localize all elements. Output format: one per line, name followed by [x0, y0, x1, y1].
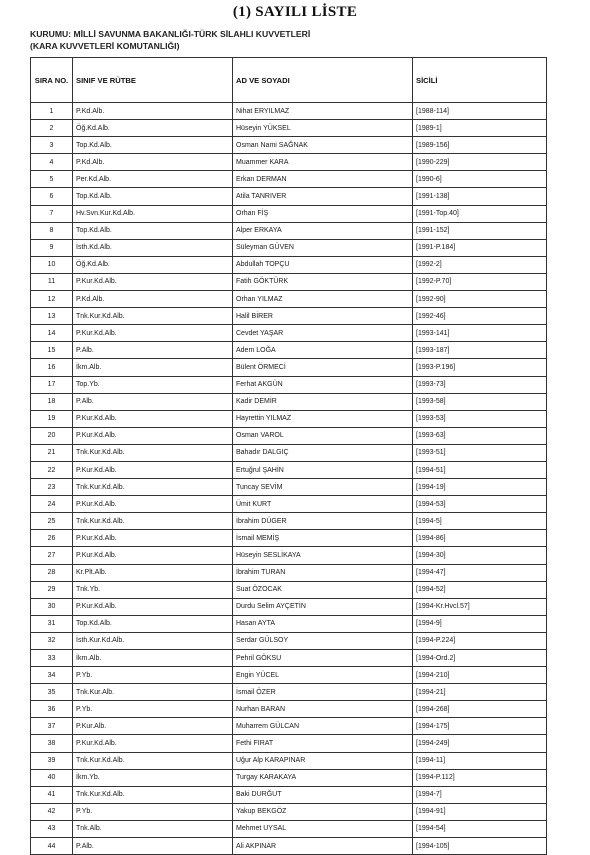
full-name: Adem LOĞA — [233, 342, 413, 359]
registry-number: [1994-54] — [413, 820, 547, 837]
table-row — [31, 803, 547, 820]
table-row — [31, 735, 547, 752]
rank-class: Tnk.Kur.Kd.Alb. — [73, 479, 233, 496]
table-row — [31, 769, 547, 786]
rank-class: Öğ.Kd.Alb. — [73, 120, 233, 137]
rank-class: P.Kur.Kd.Alb. — [73, 547, 233, 564]
rank-class: P.Kd.Alb. — [73, 103, 233, 120]
table-row — [31, 461, 547, 478]
table-row — [31, 137, 547, 154]
full-name: Serdar GÜLSOY — [233, 632, 413, 649]
row-number: 11 — [31, 273, 73, 290]
table-row — [31, 188, 547, 205]
table-row — [31, 273, 547, 290]
registry-number: [1990-6] — [413, 171, 547, 188]
table-row — [31, 103, 547, 120]
table-header-row — [31, 58, 547, 103]
full-name: Osman VAROL — [233, 427, 413, 444]
row-number: 27 — [31, 547, 73, 564]
rank-class: Top.Kd.Alb. — [73, 615, 233, 632]
row-number: 3 — [31, 137, 73, 154]
rank-class: P.Kd.Alb. — [73, 154, 233, 171]
registry-number: [1994-7] — [413, 786, 547, 803]
table-row — [31, 684, 547, 701]
registry-number: [1993-187] — [413, 342, 547, 359]
full-name: Uğur Alp KARAPINAR — [233, 752, 413, 769]
registry-number: [1989-1] — [413, 120, 547, 137]
rank-class: Hv.Svn.Kur.Kd.Alb. — [73, 205, 233, 222]
row-number: 10 — [31, 256, 73, 273]
row-number: 16 — [31, 359, 73, 376]
row-number: 23 — [31, 479, 73, 496]
table-row — [31, 820, 547, 837]
row-number: 5 — [31, 171, 73, 188]
table-row — [31, 598, 547, 615]
rank-class: Tnk.Kur.Kd.Alb. — [73, 308, 233, 325]
row-number: 25 — [31, 513, 73, 530]
row-number: 44 — [31, 838, 73, 855]
rank-class: Tnk.Kur.Kd.Alb. — [73, 786, 233, 803]
full-name: Alper ERKAYA — [233, 222, 413, 239]
table-row — [31, 667, 547, 684]
row-number: 21 — [31, 444, 73, 461]
row-number: 20 — [31, 427, 73, 444]
rank-class: Top.Kd.Alb. — [73, 137, 233, 154]
rank-class: İkm.Yb. — [73, 769, 233, 786]
full-name: Durdu Selim AYÇETİN — [233, 598, 413, 615]
rank-class: P.Alb. — [73, 393, 233, 410]
registry-number: [1994-19] — [413, 479, 547, 496]
row-number: 24 — [31, 496, 73, 513]
table-row — [31, 650, 547, 667]
rank-class: P.Kur.Kd.Alb. — [73, 410, 233, 427]
full-name: Tuncay SEVİM — [233, 479, 413, 496]
table-row — [31, 547, 547, 564]
full-name: Engin YÜCEL — [233, 667, 413, 684]
table-row — [31, 632, 547, 649]
rank-class: Top.Kd.Alb. — [73, 188, 233, 205]
rank-class: Tnk.Kur.Kd.Alb. — [73, 752, 233, 769]
full-name: Orhan FİŞ — [233, 205, 413, 222]
registry-number: [1994-268] — [413, 701, 547, 718]
rank-class: Tnk.Kur.Kd.Alb. — [73, 513, 233, 530]
registry-number: [1994-53] — [413, 496, 547, 513]
header-sira-no: SIRA NO. — [31, 58, 73, 103]
header-sicili: SİCİLİ — [413, 58, 547, 103]
registry-number: [1989-156] — [413, 137, 547, 154]
table-row — [31, 581, 547, 598]
registry-number: [1993-73] — [413, 376, 547, 393]
registry-number: [1992-90] — [413, 291, 547, 308]
rank-class: P.Yb. — [73, 701, 233, 718]
full-name: İbrahim DÜGER — [233, 513, 413, 530]
rank-class: İsth.Kur.Kd.Alb. — [73, 632, 233, 649]
full-name: Hüseyin YÜKSEL — [233, 120, 413, 137]
full-name: Cevdet YAŞAR — [233, 325, 413, 342]
row-number: 43 — [31, 820, 73, 837]
row-number: 6 — [31, 188, 73, 205]
row-number: 36 — [31, 701, 73, 718]
registry-number: [1994-51] — [413, 461, 547, 478]
rank-class: P.Yb. — [73, 667, 233, 684]
page-title: (1) SAYILI LİSTE — [232, 4, 358, 20]
table-row — [31, 325, 547, 342]
rank-class: P.Kur.Alb. — [73, 718, 233, 735]
row-number: 17 — [31, 376, 73, 393]
personnel-table — [30, 57, 547, 855]
registry-number: [1994-91] — [413, 803, 547, 820]
table-row — [31, 239, 547, 256]
header-ad-soyadi: AD VE SOYADI — [233, 58, 413, 103]
full-name: İsmail ÖZER — [233, 684, 413, 701]
row-number: 33 — [31, 650, 73, 667]
registry-number: [1990-229] — [413, 154, 547, 171]
row-number: 31 — [31, 615, 73, 632]
table-row — [31, 479, 547, 496]
full-name: Osman Nami SAĞNAK — [233, 137, 413, 154]
institution-header — [30, 28, 310, 52]
full-name: Nihat ERYILMAZ — [233, 103, 413, 120]
table-row — [31, 291, 547, 308]
registry-number: [1993-63] — [413, 427, 547, 444]
table-row — [31, 838, 547, 855]
row-number: 9 — [31, 239, 73, 256]
table-row — [31, 393, 547, 410]
full-name: Halil BİRER — [233, 308, 413, 325]
row-number: 41 — [31, 786, 73, 803]
registry-number: [1994-Kr.Hvcl.57] — [413, 598, 547, 615]
table-row — [31, 718, 547, 735]
rank-class: Öğ.Kd.Alb. — [73, 256, 233, 273]
table-row — [31, 444, 547, 461]
row-number: 8 — [31, 222, 73, 239]
row-number: 29 — [31, 581, 73, 598]
full-name: Ümit KURT — [233, 496, 413, 513]
registry-number: [1993-141] — [413, 325, 547, 342]
rank-class: P.Kur.Kd.Alb. — [73, 530, 233, 547]
full-name: Fatih GÖKTÜRK — [233, 273, 413, 290]
rank-class: İsth.Kd.Alb. — [73, 239, 233, 256]
rank-class: Per.Kd.Alb. — [73, 171, 233, 188]
full-name: Erkan DERMAN — [233, 171, 413, 188]
row-number: 19 — [31, 410, 73, 427]
full-name: Fethi FIRAT — [233, 735, 413, 752]
row-number: 34 — [31, 667, 73, 684]
row-number: 7 — [31, 205, 73, 222]
table-row — [31, 308, 547, 325]
full-name: Abdullah TOPÇU — [233, 256, 413, 273]
row-number: 38 — [31, 735, 73, 752]
full-name: Hüseyin SESLİKAYA — [233, 547, 413, 564]
registry-number: [1994-11] — [413, 752, 547, 769]
rank-class: P.Kur.Kd.Alb. — [73, 273, 233, 290]
registry-number: [1991-138] — [413, 188, 547, 205]
rank-class: Kr.Plt.Alb. — [73, 564, 233, 581]
table-row — [31, 410, 547, 427]
registry-number: [1994-249] — [413, 735, 547, 752]
registry-number: [1992-46] — [413, 308, 547, 325]
rank-class: Tnk.Yb. — [73, 581, 233, 598]
row-number: 40 — [31, 769, 73, 786]
rank-class: İkm.Alb. — [73, 359, 233, 376]
full-name: Mehmet UYSAL — [233, 820, 413, 837]
row-number: 37 — [31, 718, 73, 735]
registry-number: [1994-21] — [413, 684, 547, 701]
rank-class: Tnk.Alb. — [73, 820, 233, 837]
full-name: Muharrem GÜLCAN — [233, 718, 413, 735]
registry-number: [1994-Ord.2] — [413, 650, 547, 667]
row-number: 2 — [31, 120, 73, 137]
registry-number: [1991-Top.40] — [413, 205, 547, 222]
full-name: Kadir DEMİR — [233, 393, 413, 410]
full-name: Hayrettin YILMAZ — [233, 410, 413, 427]
registry-number: [1994-105] — [413, 838, 547, 855]
registry-number: [1993-51] — [413, 444, 547, 461]
rank-class: Tnk.Kur.Kd.Alb. — [73, 444, 233, 461]
row-number: 30 — [31, 598, 73, 615]
full-name: Bülent ÖRMECİ — [233, 359, 413, 376]
full-name: Ertuğrul ŞAHİN — [233, 461, 413, 478]
table-row — [31, 615, 547, 632]
full-name: Turgay KARAKAYA — [233, 769, 413, 786]
registry-number: [1993-53] — [413, 410, 547, 427]
rank-class: P.Kur.Kd.Alb. — [73, 325, 233, 342]
registry-number: [1994-P.224] — [413, 632, 547, 649]
rank-class: P.Yb. — [73, 803, 233, 820]
row-number: 18 — [31, 393, 73, 410]
registry-number: [1994-47] — [413, 564, 547, 581]
registry-number: [1994-5] — [413, 513, 547, 530]
full-name: Hasan AYTA — [233, 615, 413, 632]
table-row — [31, 752, 547, 769]
table-row — [31, 513, 547, 530]
table-row — [31, 120, 547, 137]
rank-class: P.Kur.Kd.Alb. — [73, 496, 233, 513]
table-row — [31, 222, 547, 239]
rank-class: P.Kur.Kd.Alb. — [73, 735, 233, 752]
row-number: 39 — [31, 752, 73, 769]
registry-number: [1992-2] — [413, 256, 547, 273]
registry-number: [1993-58] — [413, 393, 547, 410]
full-name: Suat ÖZOCAK — [233, 581, 413, 598]
rank-class: P.Alb. — [73, 342, 233, 359]
table-row — [31, 359, 547, 376]
rank-class: Top.Kd.Alb. — [73, 222, 233, 239]
row-number: 32 — [31, 632, 73, 649]
row-number: 22 — [31, 461, 73, 478]
institution-name: KURUMU: MİLLİ SAVUNMA BAKANLIĞI-TÜRK SİLAHLI KUVVETLERİ — [30, 29, 311, 39]
header-sinif-rutbe: SINIF VE RÜTBE — [73, 58, 233, 103]
table-row — [31, 530, 547, 547]
registry-number: [1991-P.184] — [413, 239, 547, 256]
full-name: Orhan YILMAZ — [233, 291, 413, 308]
table-row — [31, 701, 547, 718]
row-number: 14 — [31, 325, 73, 342]
registry-number: [1994-86] — [413, 530, 547, 547]
full-name: İbrahim TURAN — [233, 564, 413, 581]
full-name: Yakup BEKGÖZ — [233, 803, 413, 820]
registry-number: [1988-114] — [413, 103, 547, 120]
row-number: 28 — [31, 564, 73, 581]
rank-class: P.Kur.Kd.Alb. — [73, 461, 233, 478]
registry-number: [1994-9] — [413, 615, 547, 632]
full-name: Pehril GÖKSU — [233, 650, 413, 667]
rank-class: P.Kur.Kd.Alb. — [73, 598, 233, 615]
full-name: İsmail MEMİŞ — [233, 530, 413, 547]
full-name: Muammer KARA — [233, 154, 413, 171]
registry-number: [1993-P.196] — [413, 359, 547, 376]
row-number: 1 — [31, 103, 73, 120]
table-row — [31, 376, 547, 393]
full-name: Nurhan BARAN — [233, 701, 413, 718]
table-row — [31, 427, 547, 444]
rank-class: P.Kd.Alb. — [73, 291, 233, 308]
full-name: Bahadır DALGIÇ — [233, 444, 413, 461]
table-row — [31, 171, 547, 188]
rank-class: Tnk.Kur.Alb. — [73, 684, 233, 701]
table-row — [31, 205, 547, 222]
table-row — [31, 154, 547, 171]
registry-number: [1994-175] — [413, 718, 547, 735]
rank-class: İkm.Alb. — [73, 650, 233, 667]
full-name: Ferhat AKGÜN — [233, 376, 413, 393]
registry-number: [1994-52] — [413, 581, 547, 598]
registry-number: [1994-210] — [413, 667, 547, 684]
registry-number: [1991-152] — [413, 222, 547, 239]
row-number: 26 — [31, 530, 73, 547]
row-number: 4 — [31, 154, 73, 171]
full-name: Ali AKPINAR — [233, 838, 413, 855]
full-name: Süleyman GÜVEN — [233, 239, 413, 256]
row-number: 42 — [31, 803, 73, 820]
table-row — [31, 496, 547, 513]
table-row — [31, 786, 547, 803]
rank-class: P.Alb. — [73, 838, 233, 855]
institution-command: (KARA KUVVETLERİ KOMUTANLIĞI) — [30, 41, 180, 51]
full-name: Atila TANRIVER — [233, 188, 413, 205]
rank-class: P.Kur.Kd.Alb. — [73, 427, 233, 444]
full-name: Baki DURĞUT — [233, 786, 413, 803]
rank-class: Top.Yb. — [73, 376, 233, 393]
table-row — [31, 256, 547, 273]
row-number: 15 — [31, 342, 73, 359]
registry-number: [1994-30] — [413, 547, 547, 564]
registry-number: [1992-P.70] — [413, 273, 547, 290]
row-number: 13 — [31, 308, 73, 325]
row-number: 12 — [31, 291, 73, 308]
registry-number: [1994-P.112] — [413, 769, 547, 786]
table-row — [31, 342, 547, 359]
row-number: 35 — [31, 684, 73, 701]
table-row — [31, 564, 547, 581]
